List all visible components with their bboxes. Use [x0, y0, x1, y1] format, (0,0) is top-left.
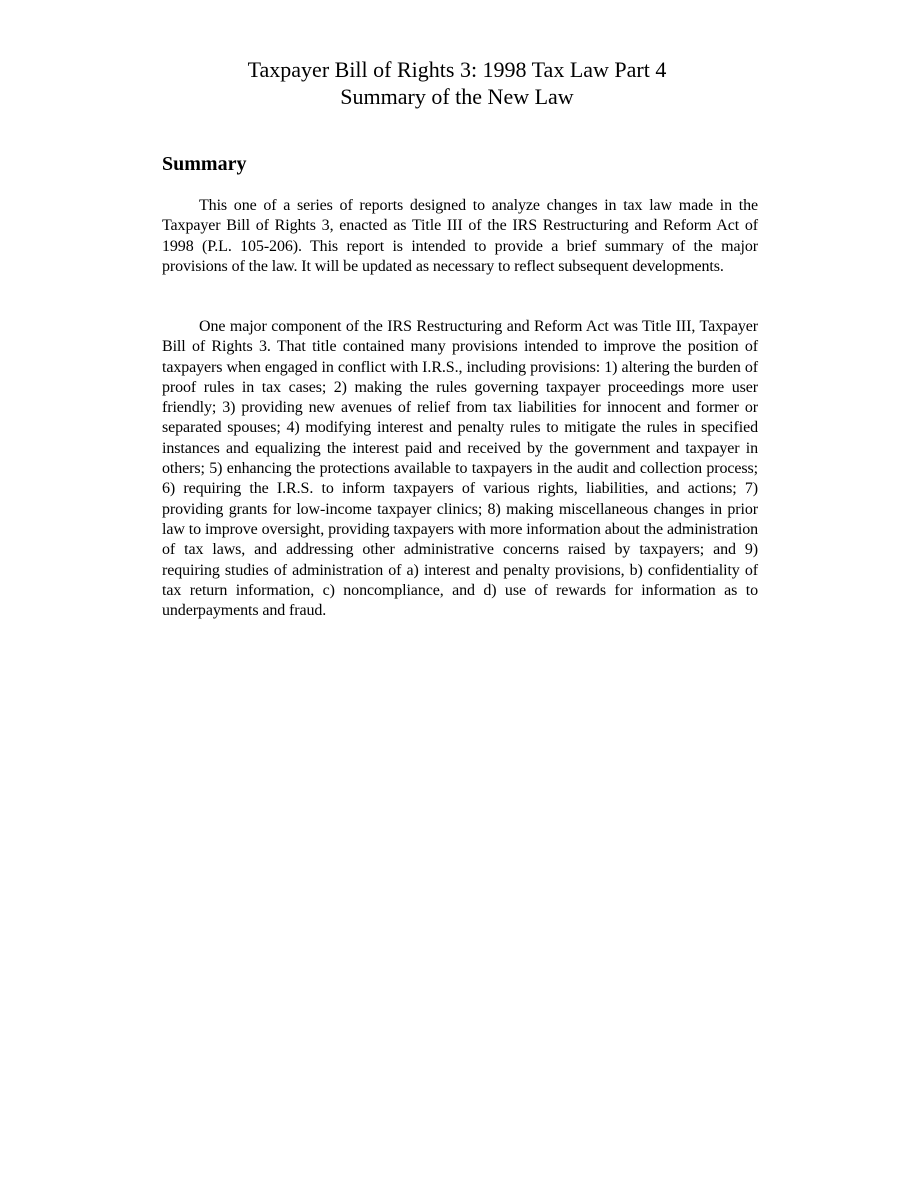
section-heading-summary: Summary	[162, 153, 247, 175]
summary-paragraph-2: One major component of the IRS Restructuring and Reform Act was Title III, Taxpayer Bill of Rights 3. That title contained many provisions intended to improve the position of taxpayers when engaged in conflict with I.R.S., including provisions: 1) altering the burden of proof rules in tax cases; 2) making the rules governing taxpayer proceedings more user friendly; 3) providing new avenues of relief from tax liabilities for innocent and former or separated spouses; 4) modifying interest and penalty rules to mitigate the rules in specified instances and equalizing the interest paid and received by the government and taxpayer in others; 5) enhancing the protections available to taxpayers in the audit and collection process; 6) requiring the I.R.S. to inform taxpayers of various rights, liabilities, and actions; 7) providing grants for low-income taxpayer clinics; 8) making miscellaneous changes in prior law to improve oversight, providing taxpayers with more information about the administration of tax laws, and addressing other administrative concerns raised by taxpayers; and 9) requiring studies of administration of a) interest and penalty provisions, b) confidentiality of tax return information, c) noncompliance, and d) use of rewards for information as to underpayments and fraud.	[162, 318, 758, 620]
title-line-1: Taxpayer Bill of Rights 3: 1998 Tax Law Part 4	[247, 57, 667, 82]
summary-paragraph-1: This one of a series of reports designed to analyze changes in tax law made in the Taxpayer Bill of Rights 3, enacted as Title III of the IRS Restructuring and Reform Act of 1998 (P.L. 105-206). This report is intended to provide a brief summary of the major provisions of the law. It will be updated as necessary to reflect subsequent developments.	[162, 197, 758, 275]
title-line-2: Summary of the New Law	[340, 84, 574, 109]
document-title	[0, 56, 914, 110]
